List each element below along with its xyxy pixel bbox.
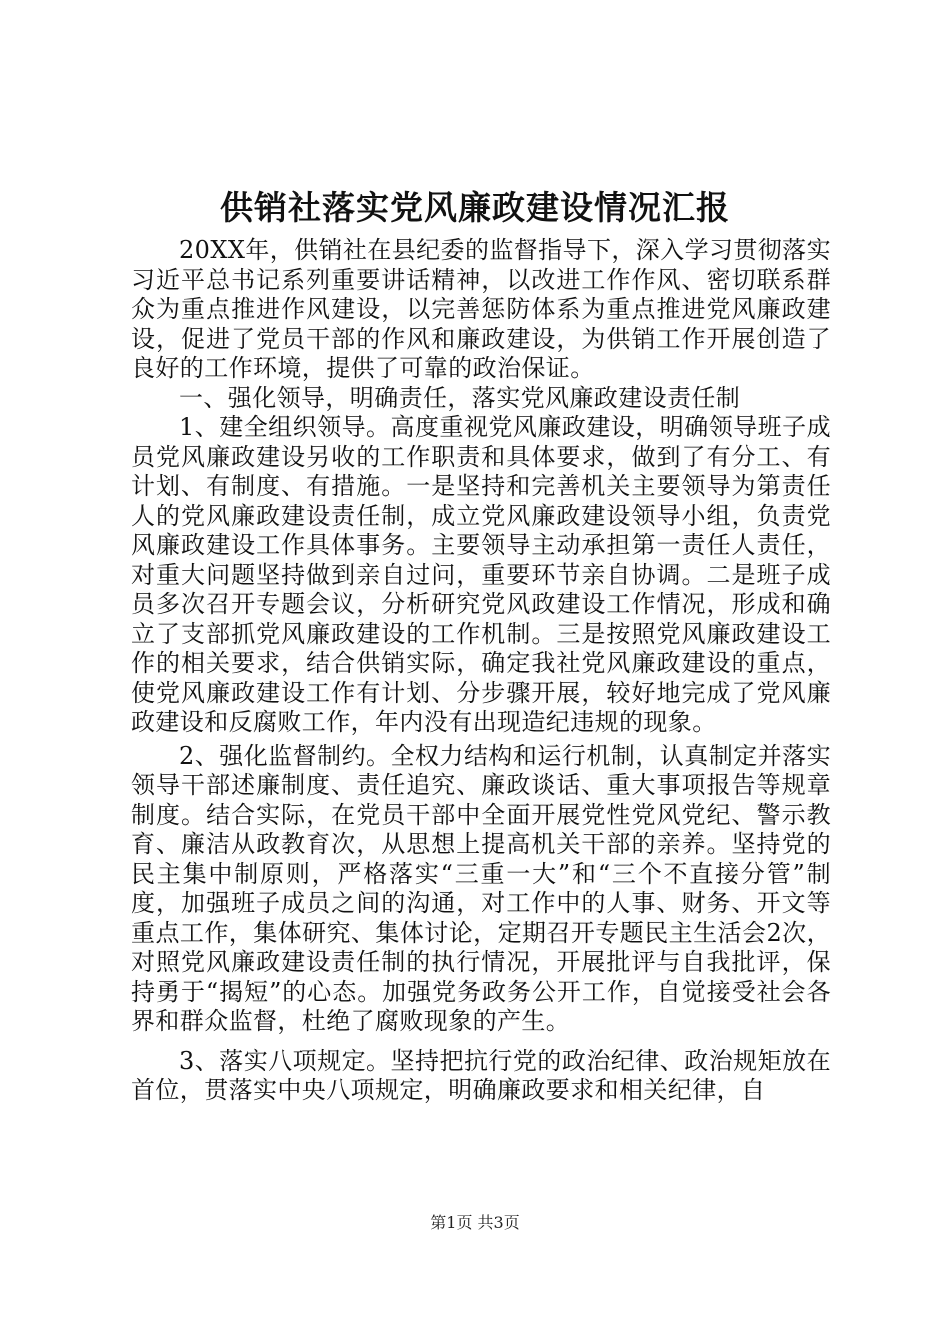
paragraph-item-2: 2、强化监督制约。全权力结构和运行机制，认真制定并落实领导干部述廉制度、责任追究、廉政谈话、重大事项报告等规章制度。结合实际，在党员干部中全面开展党性党风党纪、警示教育、廉洁从政教育次，从思想上提高机关干部的亲养。坚持党的民主集中制原则，严格落实“三重一大”和“三个不直接分管”制度，加强班子成员之间的沟通，对工作中的人事、财务、开文等重点工作，集体研究、集体讨论，定期召开专题民主生活会2次，对照党风廉政建设责任制的执行情况，开展批评与自我批评，保持勇于“揭短”的心态。加强党务政务公开工作，自觉接受社会各界和群众监督，杜绝了腐败现象的产生。 <box>131 741 831 1035</box>
paragraph-item-3: 3、落实八项规定。坚持把抗行党的政治纪律、政治规矩放在首位，贯落实中央八项规定，明确廉政要求和相关纪律，自 <box>131 1046 831 1104</box>
document-body <box>131 236 831 1106</box>
document-title: 供销社落实党风廉政建设情况汇报 <box>220 188 730 227</box>
section-heading-1: 一、强化领导，明确责任，落实党风廉政建设责任制 <box>179 383 741 412</box>
page-footer: 第1页 共3页 <box>430 1213 520 1232</box>
paragraph-item-1: 1、建全组织领导。高度重视党风廉政建设，明确领导班子成员党风廉政建设另收的工作职责和具体要求，做到了有分工、有计划、有制度、有措施。一是坚持和完善机关主要领导为第责任人的党风廉政建设责任制，成立党风廉政建设领导小组，负责党风廉政建设工作具体事务。主要领导主动承担第一责任人责任，对重大问题坚持做到亲自过问，重要环节亲自协调。二是班子成员多次召开专题会议，分析研究党风政建设工作情况，形成和确立了支部抓党风廉政建设的工作机制。三是按照党风廉政建设工作的相关要求，结合供销实际，确定我社党风廉政建设的重点，使党风廉政建设工作有计划、分步骤开展，较好地完成了党风廉政建设和反腐败工作，年内没有出现造纪违规的现象。 <box>131 413 831 736</box>
paragraph-intro: 20XX年，供销社在县纪委的监督指导下，深入学习贯彻落实习近平总书记系列重要讲话精神，以改进工作作风、密切联系群众为重点推进作风建设，以完善惩防体系为重点推进党风廉政建设，促进了党员干部的作风和廉政建设，为供销工作开展创造了良好的工作环境，提供了可靠的政治保证。 <box>131 236 831 382</box>
